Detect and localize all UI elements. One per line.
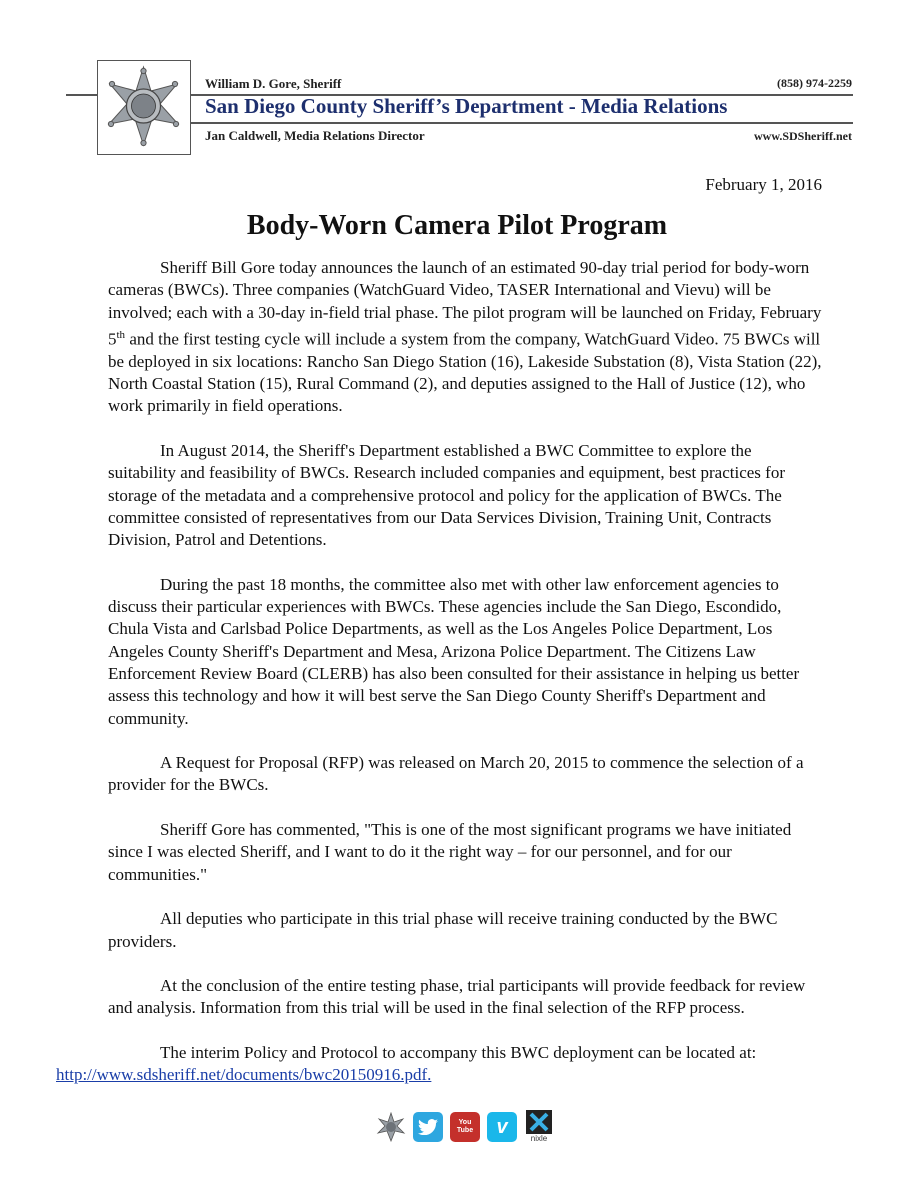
- policy-document-link[interactable]: http://www.sdsheriff.net/documents/bwc20150916.pdf.: [56, 1065, 432, 1085]
- release-date: February 1, 2016: [705, 175, 822, 194]
- media-director: Jan Caldwell, Media Relations Director: [205, 128, 425, 143]
- department-name: San Diego County Sheriff’s Department - Media Relations: [205, 94, 728, 118]
- letterhead: [0, 0, 914, 170]
- header-rule-top: [66, 94, 97, 96]
- paragraph-3: During the past 18 months, the committee also met with other law enforcement agencies to discuss their particular experiences with BWCs. These agencies include the San Diego, Escondido, Chula Vista and Carlsbad Police Departments, as well as the Los Angeles Police Department, Los Angeles County Sheriff's Department and Mesa, Arizona Police Department. The Citizens Law Enforcement Review Board (CLERB) has also been consulted for their assistance in helping us better assess this technology and how it will best serve the San Diego County Sheriff's Department and community.: [108, 574, 800, 728]
- paragraph-5: Sheriff Gore has commented, "This is one of the most significant programs we have initiated since I was elected Sheriff, and I want to do it the right way – for our personnel, and for our communities.": [108, 820, 792, 884]
- paragraph-1-text-cont: and the first testing cycle will include a system from the company, WatchGuard Video. 75 BWCs will be deployed in six locations: Rancho San Diego Station (16), Lakeside Substation (8), Vista Station (22), North Coastal Station (15), Rural Command (2), and deputies assigned to the Hall of Justice (12), who work primarily in field operations.: [108, 329, 822, 416]
- press-release-body: [56, 257, 823, 1087]
- website[interactable]: www.SDSheriff.net: [754, 129, 852, 143]
- paragraph-1: [108, 257, 823, 418]
- phone-number: (858) 974-2259: [777, 76, 852, 90]
- vimeo-label: v: [496, 1115, 508, 1138]
- paragraph-8: [56, 1042, 823, 1087]
- paragraph-4: A Request for Proposal (RFP) was released on March 20, 2015 to commence the selection of a provider for the BWCs.: [108, 753, 804, 795]
- twitter-icon[interactable]: [413, 1112, 443, 1142]
- paragraph-1-text: Sheriff Bill Gore today announces the launch of an estimated 90-day trial period for body-worn cameras (BWCs). Three companies (WatchGuard Video, TASER International and Vievu) will be involved; each with a 30-day in-field trial phase. The pilot program will be launched on Friday, February 5: [108, 258, 822, 349]
- twitter-bird-icon: [418, 1119, 438, 1135]
- sheriff-name: William D. Gore, Sheriff: [205, 76, 342, 91]
- paragraph-7: At the conclusion of the entire testing phase, trial participants will provide feedback for review and analysis. Information from this trial will be used in the final selection of the RFP process.: [108, 976, 806, 1018]
- vimeo-icon[interactable]: [487, 1112, 517, 1142]
- nixle-label: nixle: [530, 1134, 548, 1143]
- paragraph-2: In August 2014, the Sheriff's Department established a BWC Committee to explore the suitability and feasibility of BWCs. Research included companies and equipment, best practices for storage of the metadata and a comprehensive protocol and policy for the application of BWCs. The committee consisted of representatives from our Data Services Division, Training Unit, Contracts Division, Patrol and Detentions.: [108, 441, 785, 550]
- nixle-icon[interactable]: [524, 1110, 554, 1144]
- nixle-x-icon: [526, 1110, 552, 1134]
- youtube-label: You Tube: [456, 1119, 474, 1134]
- social-media-bar: [376, 1110, 554, 1144]
- paragraph-6: All deputies who participate in this trial phase will receive training conducted by the BWC providers.: [108, 909, 778, 951]
- sheriff-badge-logo: [97, 60, 191, 155]
- sheriff-star-social-icon[interactable]: [376, 1112, 406, 1142]
- star-icon: [376, 1112, 406, 1142]
- header-rule-bottom: [191, 122, 853, 124]
- sheriff-star-icon: [98, 61, 189, 153]
- paragraph-8-text: The interim Policy and Protocol to accompany this BWC deployment can be located at:: [160, 1043, 757, 1063]
- page-title: Body-Worn Camera Pilot Program: [246, 210, 668, 241]
- paragraph-1-superscript: th: [116, 328, 126, 341]
- youtube-icon[interactable]: [450, 1112, 480, 1142]
